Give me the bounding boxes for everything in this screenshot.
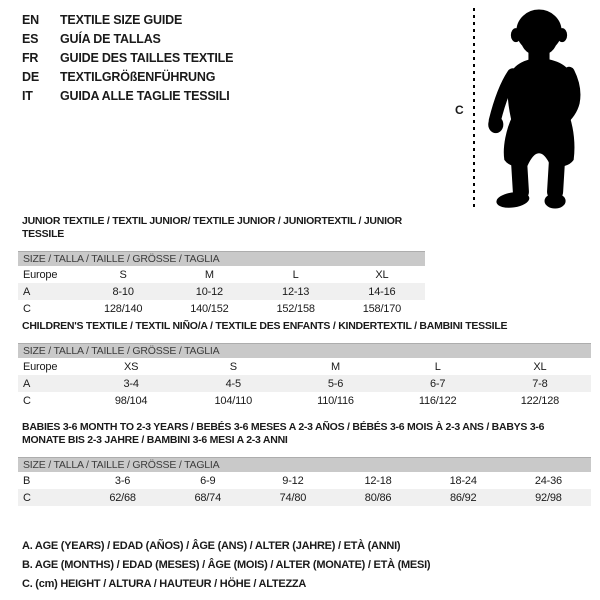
cell: 18-24 [449, 474, 477, 487]
column-header: L [292, 268, 299, 281]
cell: 4-5 [225, 377, 241, 390]
cell: 74/80 [279, 491, 307, 504]
footnotes-block [22, 537, 430, 594]
cell: 140/152 [190, 302, 229, 315]
column-header: S [119, 268, 127, 281]
column-header: Europe [23, 360, 58, 373]
table-row [18, 283, 425, 300]
lang-code: FR [22, 51, 39, 65]
footnote-c: C. (cm) HEIGHT / ALTURA / HAUTEUR / HÖHE / ALTEZZA [22, 578, 307, 590]
lang-title: GUÍA DE TALLAS [60, 32, 161, 46]
cell: 80/86 [364, 491, 392, 504]
column-header: XL [533, 360, 547, 373]
row-label: C [23, 394, 31, 407]
column-header: XS [123, 360, 139, 373]
section-babies-textile [18, 421, 591, 506]
babies-size-table [18, 472, 591, 506]
cell: 116/122 [418, 394, 457, 407]
row-label: C [23, 302, 31, 315]
cell: 14-16 [368, 285, 396, 298]
column-header: XL [375, 268, 389, 281]
height-measure-dotted-line [473, 8, 475, 208]
footnote-a: A. AGE (YEARS) / EDAD (AÑOS) / ÂGE (ANS) / ALTER (JAHRE) / ETÀ (ANNI) [22, 540, 401, 552]
cell: 122/128 [520, 394, 560, 407]
height-measure-label: C [455, 103, 464, 117]
lang-code: EN [22, 13, 39, 27]
table-header-row [18, 358, 591, 375]
section-childrens-textile [18, 320, 591, 409]
lang-title: TEXTILE SIZE GUIDE [60, 13, 183, 27]
cell: 5-6 [327, 377, 344, 390]
lang-title: TEXTILGRÖßENFÜHRUNG [60, 70, 216, 84]
cell: 6-7 [430, 377, 446, 390]
cell: 6-9 [200, 474, 216, 487]
column-header: L [434, 360, 441, 373]
size-bar: SIZE / TALLA / TAILLE / GRÖSSE / TAGLIA [18, 457, 591, 472]
lang-row-fr [22, 49, 233, 68]
size-bar: SIZE / TALLA / TAILLE / GRÖSSE / TAGLIA [18, 251, 425, 266]
cell: 98/104 [114, 394, 148, 407]
cell: 68/74 [194, 491, 221, 504]
cell: 3-4 [123, 377, 139, 390]
lang-row-en [22, 11, 233, 30]
table-header-row [18, 266, 425, 283]
column-header: M [204, 268, 214, 281]
row-label: A [23, 377, 31, 390]
section-heading: CHILDREN'S TEXTILE / TEXTIL NIÑO/A / TEXTILE DES ENFANTS / KINDERTEXTIL / BAMBINI TESSILE [22, 320, 508, 332]
cell: 7-8 [532, 377, 548, 390]
cell: 8-10 [112, 285, 134, 298]
junior-size-table [18, 266, 425, 317]
cell: 9-12 [282, 474, 304, 487]
size-bar: SIZE / TALLA / TAILLE / GRÖSSE / TAGLIA [18, 343, 591, 358]
cell: 128/140 [103, 302, 143, 315]
cell: 10-12 [195, 285, 223, 298]
row-label: B [23, 474, 31, 487]
column-header: S [229, 360, 237, 373]
cell: 86/92 [449, 491, 477, 504]
children-size-table [18, 358, 591, 409]
table-row [18, 472, 591, 489]
cell: 12-13 [282, 285, 310, 298]
cell: 92/98 [535, 491, 562, 504]
section-heading: JUNIOR TEXTILE / TEXTIL JUNIOR/ TEXTILE JUNIOR / JUNIORTEXTIL / JUNIOR TESSILE [22, 215, 402, 240]
table-row [18, 375, 591, 392]
lang-code: ES [22, 32, 39, 46]
section-junior-textile [18, 215, 425, 317]
section-heading: BABIES 3-6 MONTH TO 2-3 YEARS / BEBÉS 3-6 MESES A 2-3 AÑOS / BÉBÉS 3-6 MOIS À 2-3 ANS / BABYS 3-6 MONATE BIS 2-3 JAHRE / BAMBINI 3-6 MESI A 2-3 ANNI [22, 421, 545, 446]
cell: 152/158 [276, 302, 315, 315]
language-title-block [22, 11, 233, 106]
cell: 158/170 [362, 302, 402, 315]
table-row [18, 489, 591, 506]
lang-code: DE [22, 70, 39, 84]
row-label: A [23, 285, 31, 298]
lang-row-it [22, 87, 233, 106]
table-row [18, 300, 425, 317]
footnote-b: B. AGE (MONTHS) / EDAD (MESES) / ÂGE (MOIS) / ALTER (MONATE) / ETÀ (MESI) [22, 559, 431, 571]
cell: 62/68 [109, 491, 136, 504]
column-header: M [330, 360, 340, 373]
lang-code: IT [22, 89, 33, 103]
cell: 3-6 [114, 474, 131, 487]
cell: 104/110 [214, 394, 253, 407]
lang-row-de [22, 68, 233, 87]
row-label: C [23, 491, 31, 504]
cell: 24-36 [534, 474, 562, 487]
lang-title: GUIDA ALLE TAGLIE TESSILI [60, 89, 230, 103]
table-row [18, 392, 591, 409]
lang-title: GUIDE DES TAILLES TEXTILE [60, 51, 234, 65]
column-header: Europe [23, 268, 58, 281]
cell: 110/116 [317, 394, 354, 407]
lang-row-es [22, 30, 233, 49]
baby-silhouette-image [487, 8, 593, 211]
cell: 12-18 [364, 474, 392, 487]
